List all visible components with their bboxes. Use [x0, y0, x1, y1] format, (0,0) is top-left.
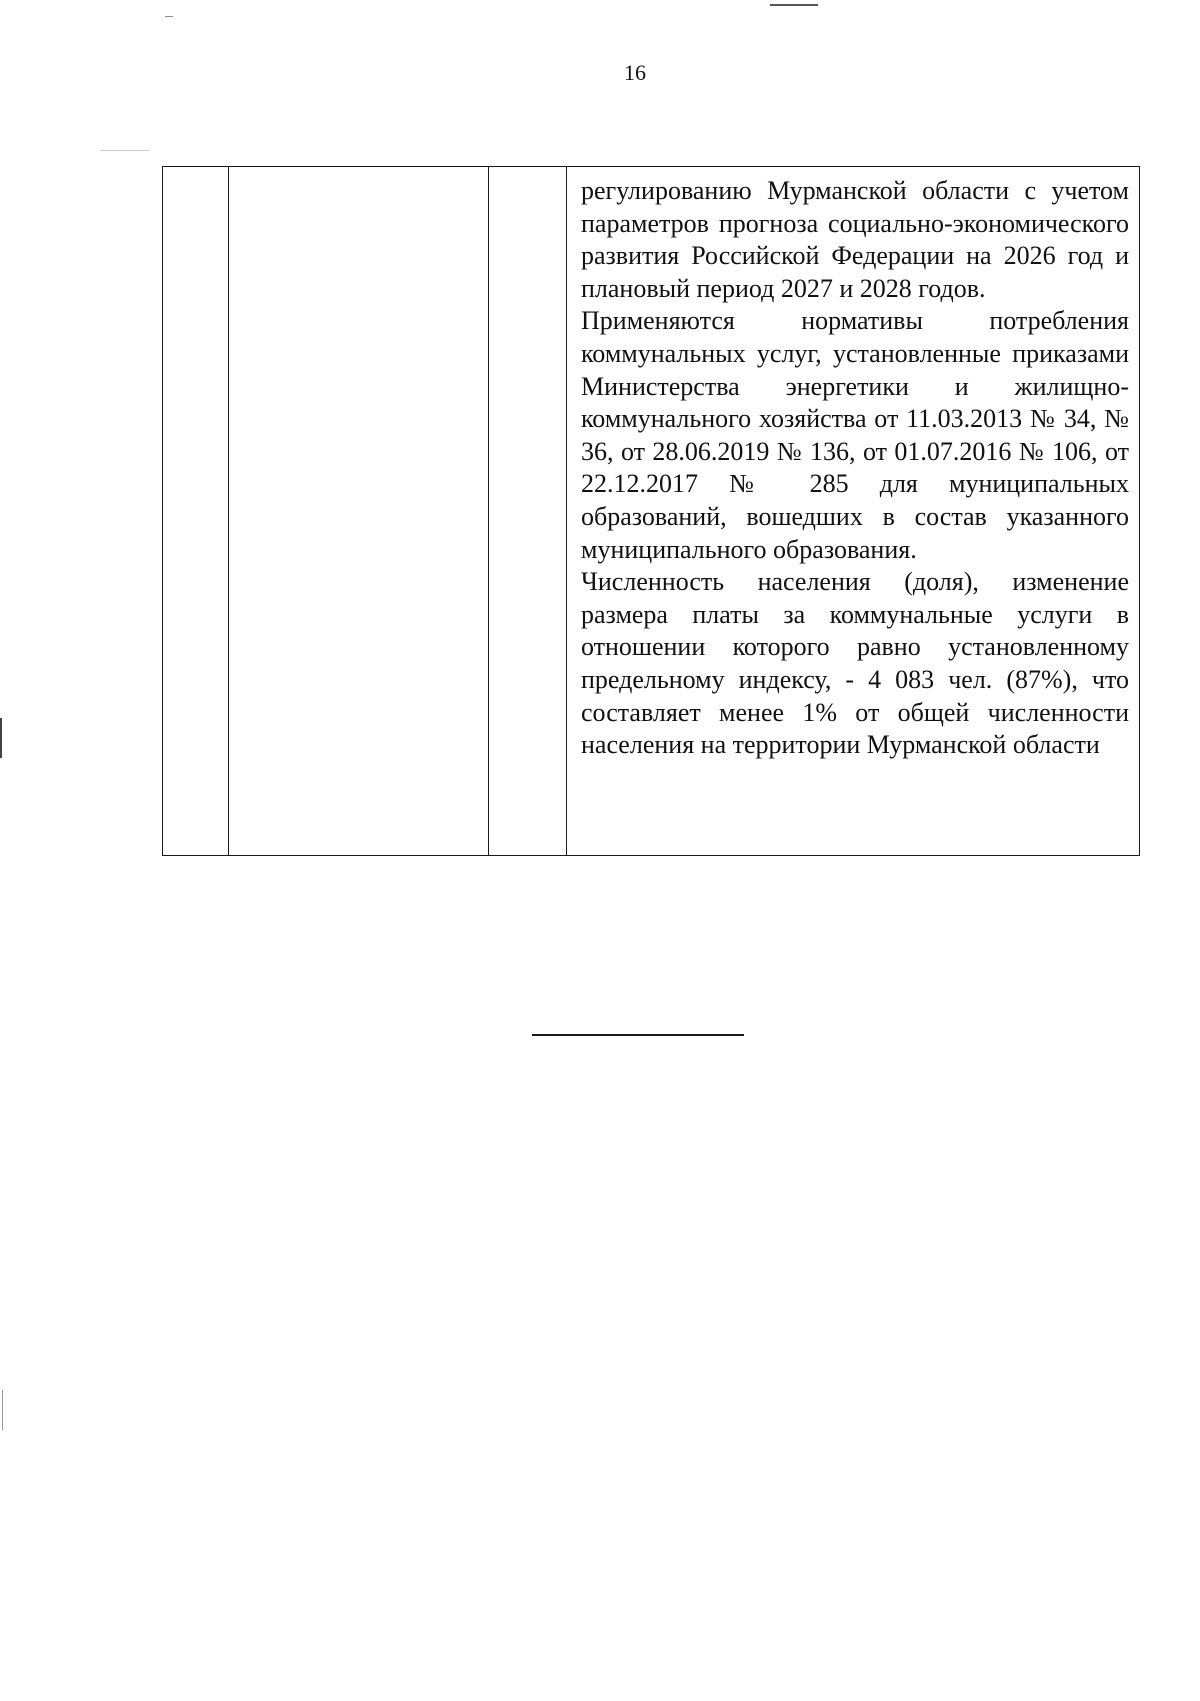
table-cell-description	[567, 167, 1140, 856]
paragraph-population: Численность населения (доля), изменение размера платы за коммунальные услуги в отношении которого равно установленному предельному индексу, - 4 083 чел. (87%), что составляет менее 1% от общей численности населения на территории Мурманской области	[581, 567, 1129, 760]
end-separator-line	[532, 1034, 744, 1036]
table-cell-value	[489, 167, 567, 856]
document-table	[162, 166, 1140, 856]
scan-speck	[165, 16, 173, 17]
paragraph-regulation: регулированию Мурманской области с учетом параметров прогноза социально-экономического развития Российской Федерации на 2026 год и плановый период 2027 и 2028 годов.	[581, 176, 1129, 303]
scan-speck	[2, 1390, 3, 1430]
page-number: 16	[624, 60, 646, 85]
top-edge-mark	[770, 4, 818, 6]
table-cell-name	[229, 167, 489, 856]
scan-speck	[100, 150, 150, 151]
table-row	[163, 167, 1140, 856]
description-text	[567, 167, 1139, 762]
paragraph-norms: Применяются нормативы потребления коммунальных услуг, установленные приказами Министерства энергетики и жилищно-коммунального хозяйства от 11.03.2013 № 34, № 36, от 28.06.2019 № 136, от 01.07.2016 № 106, от 22.12.2017 № 285 для муниципальных образований, вошедших в состав указанного муниципального образования.	[581, 306, 1129, 564]
scan-speck	[0, 718, 2, 758]
table-cell-number	[163, 167, 229, 856]
